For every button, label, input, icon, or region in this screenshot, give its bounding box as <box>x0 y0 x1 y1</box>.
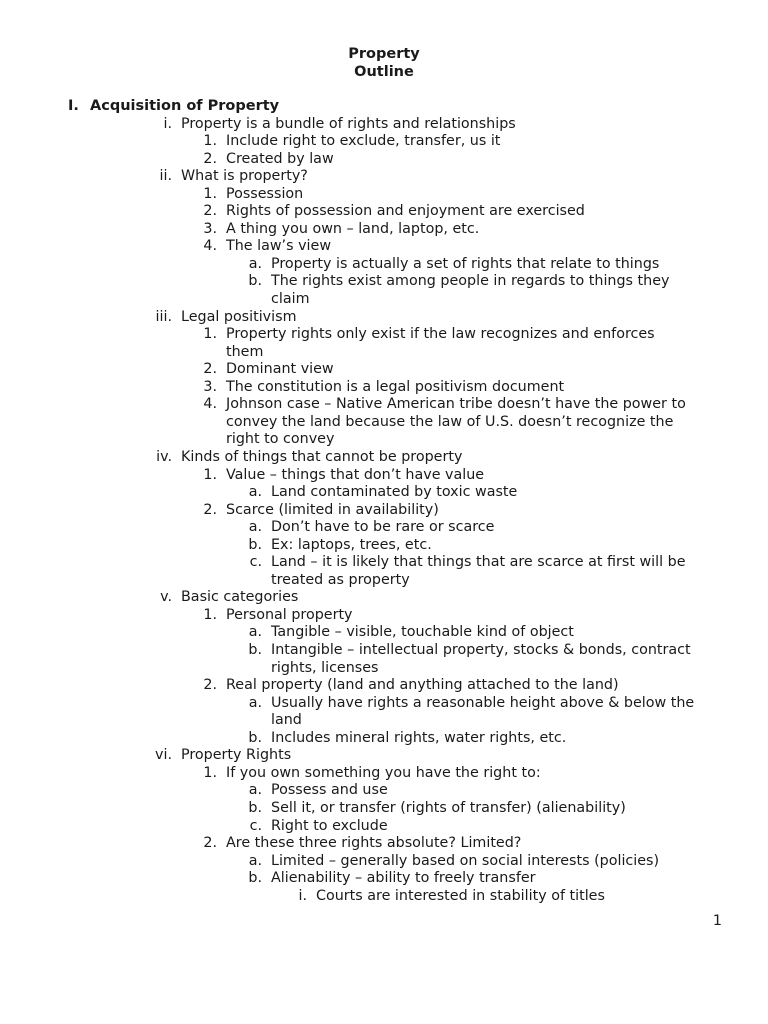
outline-item-continuation: land <box>271 712 302 729</box>
outline-item-text: Value – things that don’t have value <box>226 466 485 483</box>
outline-item-label: 1. <box>203 133 217 150</box>
outline-item-label: i. <box>298 887 307 904</box>
outline-item-continuation: convey the land because the law of U.S. doesn’t recognize the <box>226 413 674 430</box>
outline-item-text: Don’t have to be rare or scarce <box>271 519 495 536</box>
outline-item-label: i. <box>163 115 172 132</box>
outline-item-text: The rights exist among people in regards to things they <box>271 273 670 290</box>
outline-item-text: Property is actually a set of rights that relate to things <box>271 255 660 272</box>
section-number: I. <box>68 98 79 114</box>
outline-item-text: Land – it is likely that things that are scarce at first will be <box>271 554 686 571</box>
outline-item-label: 2. <box>203 150 217 167</box>
outline-item-text: Includes mineral rights, water rights, etc. <box>271 729 567 746</box>
outline-item-continuation: rights, licenses <box>271 659 379 676</box>
outline-item-text: Possession <box>226 185 304 202</box>
outline-item-text: Johnson case – Native American tribe doesn’t have the power to <box>226 396 686 413</box>
outline-item-text: Basic categories <box>181 589 299 606</box>
outline-item-label: 4. <box>203 396 217 413</box>
outline-item-text: Alienability – ability to freely transfer <box>271 870 536 887</box>
outline-item-text: Include right to exclude, transfer, us it <box>226 133 501 150</box>
outline-item-label: iii. <box>155 308 172 325</box>
outline-item-continuation: them <box>226 343 264 360</box>
outline-item-label: 3. <box>203 378 217 395</box>
outline-item-label: b. <box>248 642 262 658</box>
outline-item-text: The law’s view <box>226 238 332 255</box>
outline-item-text: Tangible – visible, touchable kind of object <box>271 624 574 641</box>
outline-item-label: 1. <box>203 466 217 483</box>
outline-item-text: If you own something you have the right to: <box>226 764 541 781</box>
outline-item-text: Real property (land and anything attached to the land) <box>226 677 619 694</box>
outline-item-label: vi. <box>155 747 172 764</box>
outline-item-label: 1. <box>203 764 217 781</box>
outline-item-text: Possess and use <box>271 782 388 799</box>
outline-item-label: 3. <box>203 220 217 237</box>
outline-item-continuation: right to convey <box>226 431 335 448</box>
outline-item-text: Usually have rights a reasonable height above & below the <box>271 694 695 711</box>
outline-item-continuation: treated as property <box>271 571 410 588</box>
outline-item-label: a. <box>248 694 262 711</box>
section-heading <box>68 97 279 115</box>
outline-item-text: Personal property <box>226 606 353 623</box>
outline-item-text: Sell it, or transfer (rights of transfer) (alienability) <box>271 799 626 816</box>
outline-item-label: iv. <box>156 448 172 465</box>
outline-item-label: b. <box>248 273 262 290</box>
outline-item-label: b. <box>248 870 262 887</box>
outline-item-label: a. <box>248 852 262 869</box>
section-title: Acquisition of Property <box>90 98 280 114</box>
outline-item-label: a. <box>248 484 262 501</box>
outline-item-text: Legal positivism <box>181 308 297 325</box>
outline-item-label: 4. <box>203 238 217 255</box>
page-number: 1 <box>712 913 722 929</box>
outline-item-label: 2. <box>203 203 217 220</box>
outline-item-text: Dominant view <box>226 361 334 378</box>
outline-item-label: a. <box>248 255 262 272</box>
outline-item-text: A thing you own – land, laptop, etc. <box>226 220 480 237</box>
outline-item-text: The constitution is a legal positivism document <box>226 378 565 395</box>
outline-item-label: b. <box>248 536 262 553</box>
outline-item-text: Limited – generally based on social interests (policies) <box>271 852 660 869</box>
outline-item-label: a. <box>248 624 262 641</box>
outline-item-label: 2. <box>203 501 217 518</box>
outline-item-label: ii. <box>159 168 172 185</box>
outline-item-text: Are these three rights absolute? Limited? <box>226 835 522 852</box>
outline-item-text: Right to exclude <box>271 817 388 834</box>
outline-item-text: Created by law <box>226 150 334 167</box>
outline-item-label: 2. <box>203 361 217 378</box>
outline-item-text: Property Rights <box>181 747 292 764</box>
outline-item-text: What is property? <box>181 168 308 185</box>
doc-title: Property <box>348 46 420 62</box>
outline-item-label: a. <box>248 519 262 536</box>
outline-item-text: Intangible – intellectual property, stocks & bonds, contract <box>271 642 691 658</box>
outline-item-label: a. <box>248 782 262 799</box>
outline-item-label: v. <box>160 589 172 606</box>
outline-item-text: Ex: laptops, trees, etc. <box>271 536 432 553</box>
outline-item-text: Property rights only exist if the law recognizes and enforces <box>226 326 655 343</box>
outline-item-label: b. <box>248 799 262 816</box>
outline-item-text: Rights of possession and enjoyment are exercised <box>226 203 585 220</box>
outline-item-label: 2. <box>203 835 217 852</box>
outline-item-continuation: claim <box>271 291 310 307</box>
outline-item-text: Land contaminated by toxic waste <box>271 484 518 501</box>
outline-item-text: Scarce (limited in availability) <box>226 501 439 518</box>
outline-item-label: 1. <box>203 326 217 343</box>
outline-item-text: Kinds of things that cannot be property <box>181 448 463 465</box>
outline-item-text: Courts are interested in stability of titles <box>316 887 605 904</box>
outline-item-text: Property is a bundle of rights and relationships <box>181 115 516 132</box>
outline-item-label: c. <box>249 817 262 834</box>
doc-subtitle: Outline <box>354 64 414 80</box>
outline-item-label: 2. <box>203 677 217 694</box>
outline-item-label: 1. <box>203 185 217 202</box>
outline-item-label: 1. <box>203 606 217 623</box>
outline-item-label: b. <box>248 729 262 746</box>
outline-item-label: c. <box>249 554 262 571</box>
